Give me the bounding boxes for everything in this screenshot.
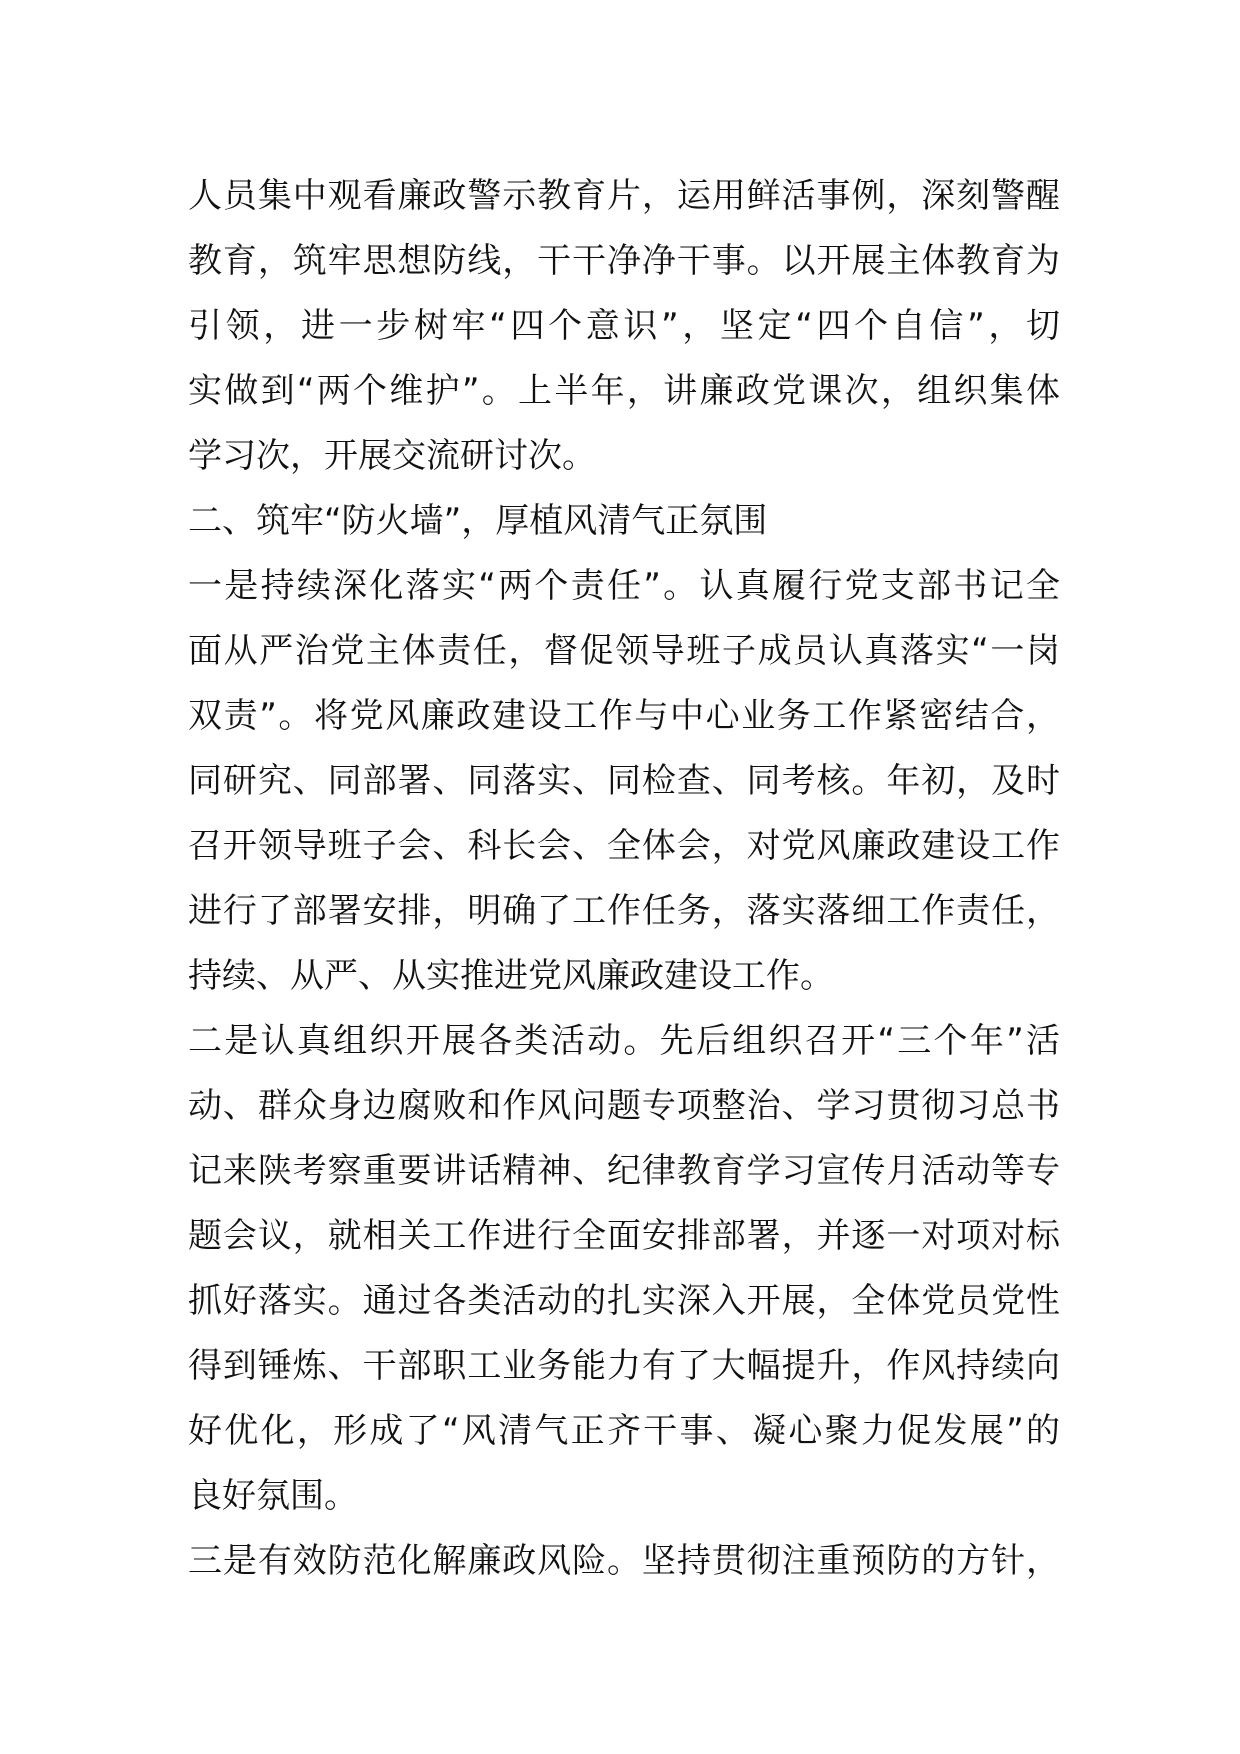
text-line: 同研究、同部署、同落实、同检查、同考核。年初，及时 — [188, 761, 1060, 801]
text-line: 题会议，就相关工作进行全面安排部署，并逐一对项对标 — [188, 1216, 1060, 1256]
document-body — [188, 164, 1060, 1594]
text-line: 人员集中观看廉政警示教育片，运用鲜活事例，深刻警醒 — [188, 176, 1060, 216]
text-line: 得到锤炼、干部职工业务能力有了大幅提升，作风持续向 — [188, 1346, 1060, 1386]
text-line: 抓好落实。通过各类活动的扎实深入开展，全体党员党性 — [188, 1281, 1060, 1321]
text-line: 良好氛围。 — [188, 1476, 358, 1516]
text-line: 一是持续深化落实“两个责任”。认真履行党支部书记全 — [188, 566, 1060, 606]
text-line: 学习次，开展交流研讨次。 — [188, 436, 596, 476]
text-line: 实做到“两个维护”。上半年，讲廉政党课次，组织集体 — [188, 371, 1060, 411]
text-line: 召开领导班子会、科长会、全体会，对党风廉政建设工作 — [188, 826, 1060, 866]
text-line: 双责”。将党风廉政建设工作与中心业务工作紧密结合， — [188, 696, 1060, 736]
text-line: 面从严治党主体责任，督促领导班子成员认真落实“一岗 — [188, 631, 1060, 671]
section-heading: 二、筑牢“防火墙”，厚植风清气正氛围 — [188, 501, 768, 541]
text-line: 教育，筑牢思想防线，干干净净干事。以开展主体教育为 — [188, 241, 1060, 281]
text-line: 二是认真组织开展各类活动。先后组织召开“三个年”活 — [188, 1021, 1060, 1061]
text-line: 持续、从严、从实推进党风廉政建设工作。 — [188, 956, 834, 996]
text-line: 记来陕考察重要讲话精神、纪律教育学习宣传月活动等专 — [188, 1151, 1060, 1191]
text-line: 引领，进一步树牢“四个意识”，坚定“四个自信”，切 — [188, 306, 1060, 346]
text-line: 好优化，形成了“风清气正齐干事、凝心聚力促发展”的 — [188, 1411, 1060, 1451]
text-line: 进行了部署安排，明确了工作任务，落实落细工作责任， — [188, 891, 1060, 931]
text-line: 动、群众身边腐败和作风问题专项整治、学习贯彻习总书 — [188, 1086, 1060, 1126]
text-line: 三是有效防范化解廉政风险。坚持贯彻注重预防的方针， — [188, 1541, 1060, 1581]
